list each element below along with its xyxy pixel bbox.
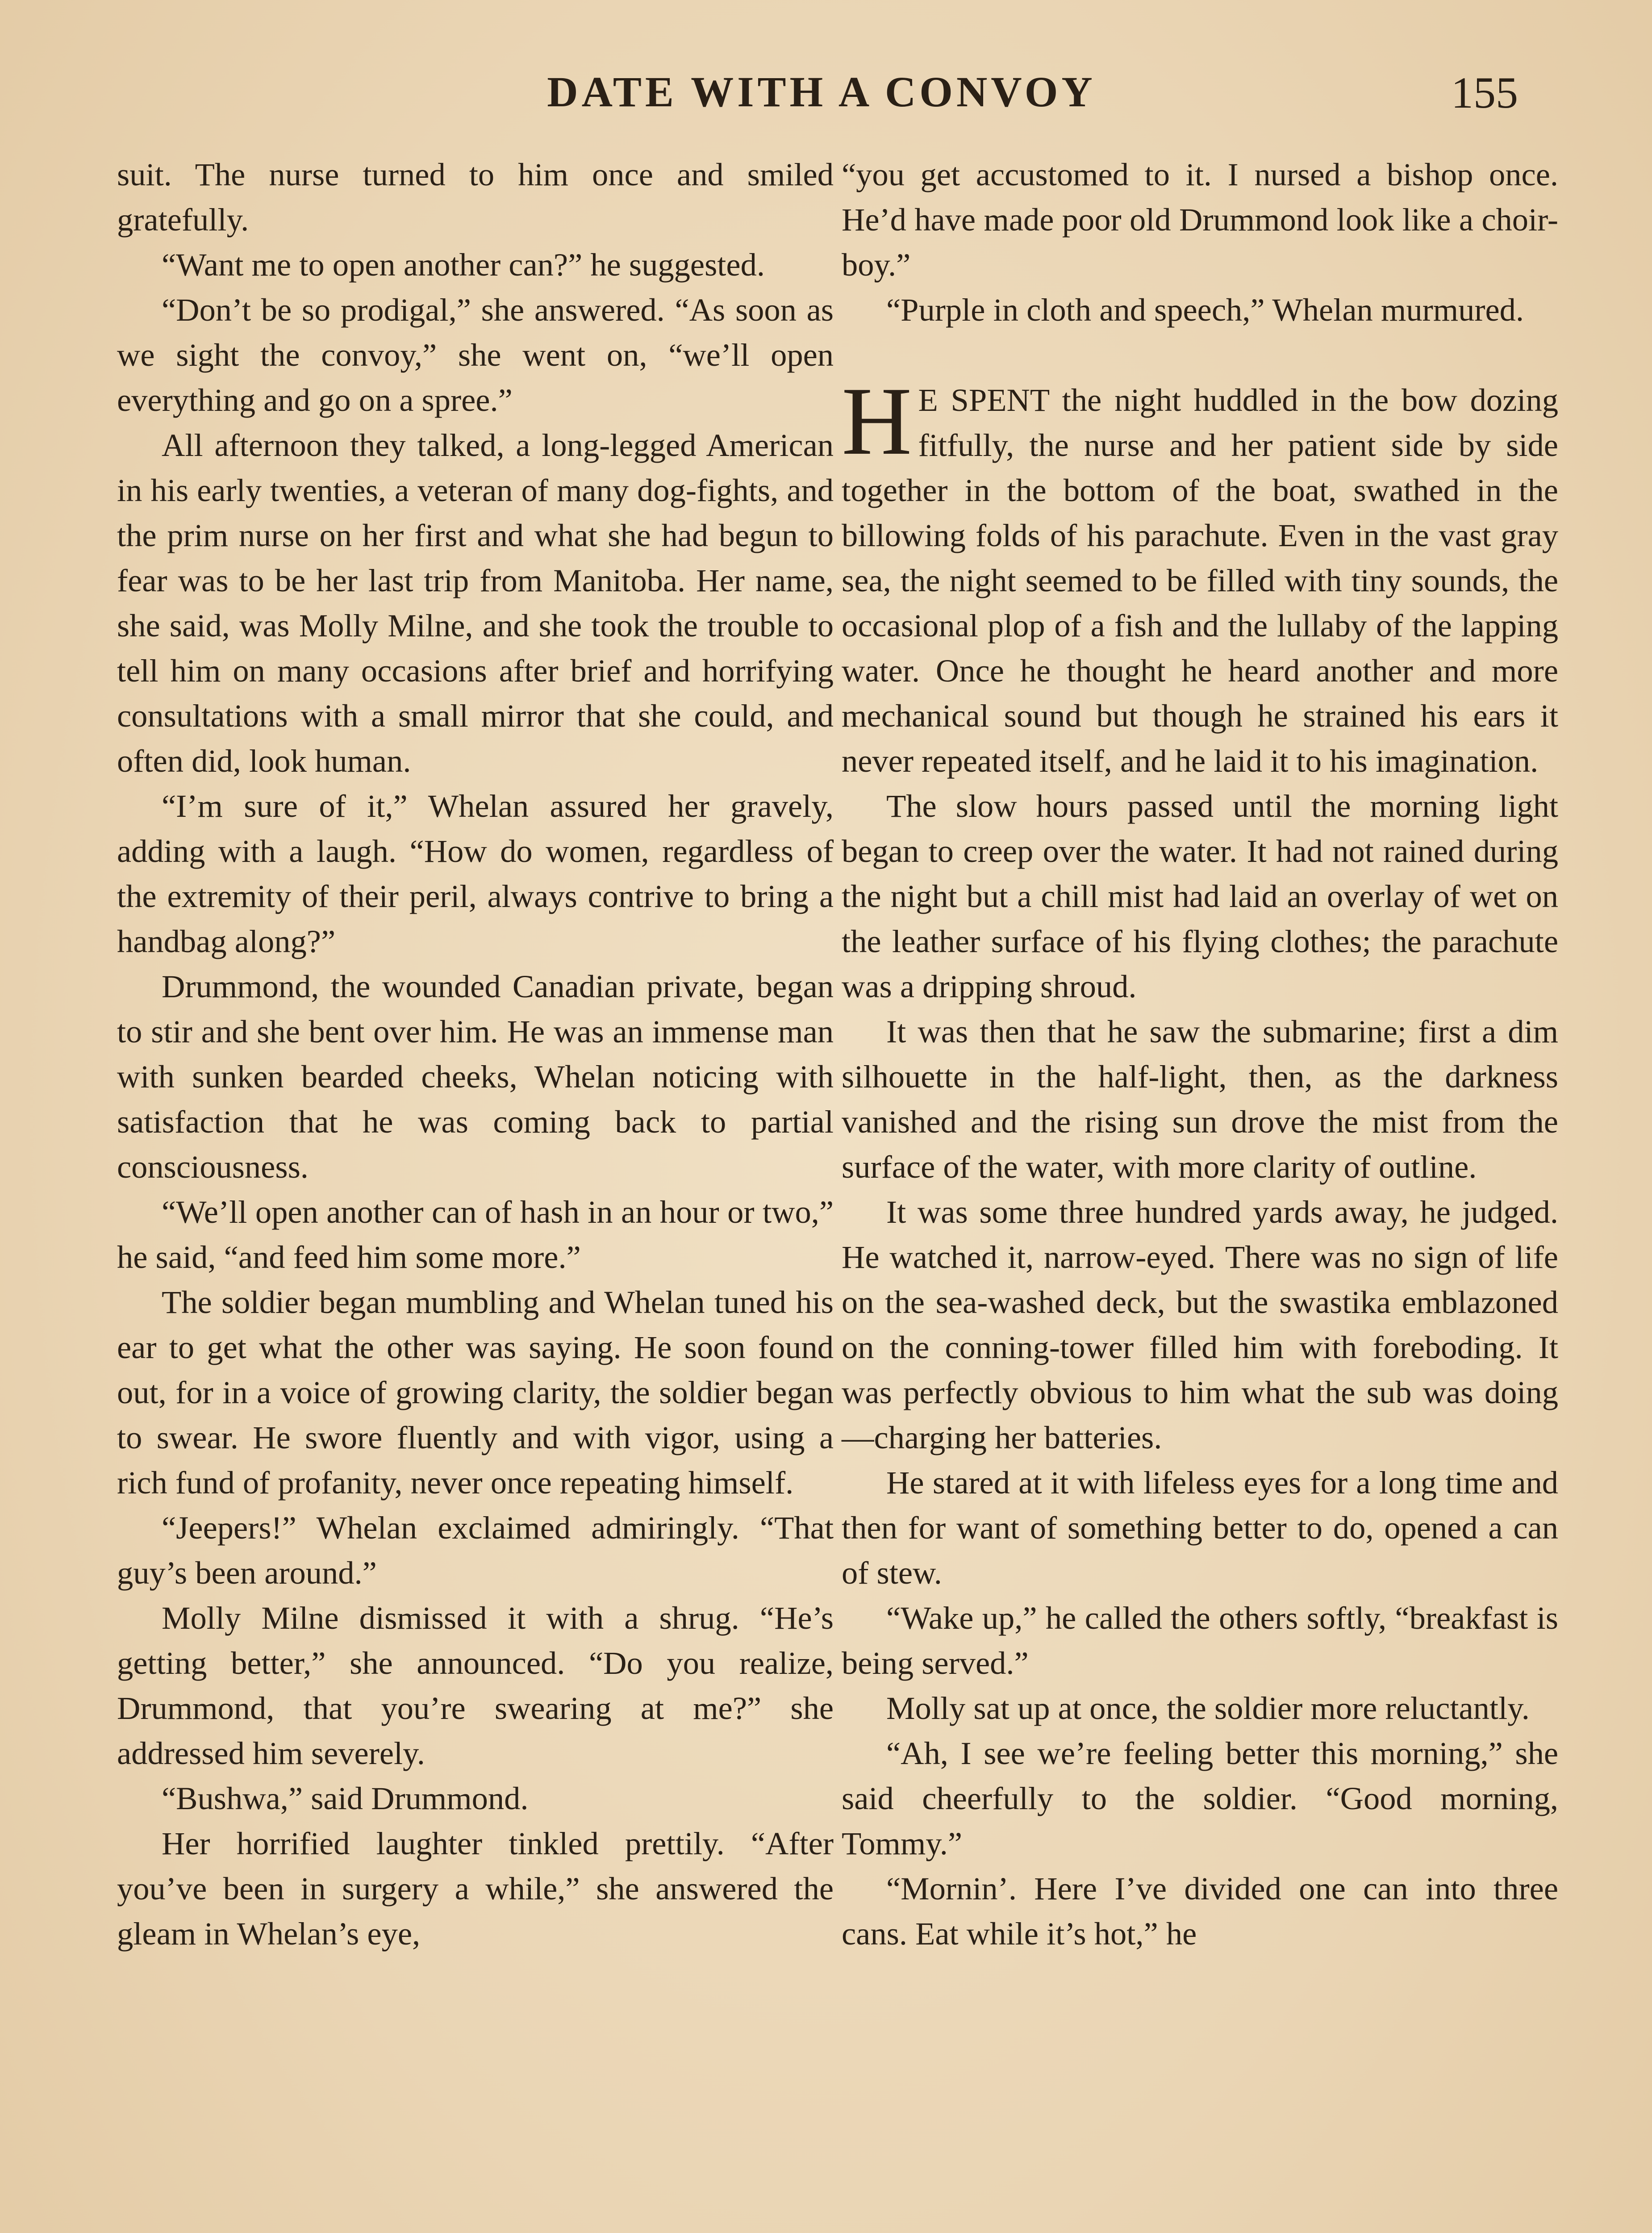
running-title: DATE WITH A CONVOY bbox=[547, 68, 1096, 116]
paragraph: “Mornin’. Here I’ve divided one can into three cans. Eat while it’s hot,” he bbox=[842, 1870, 1558, 1952]
paragraph: “I’m sure of it,” Whelan assured her gravely, adding with a laugh. “How do women, regardless of the extremity of their peril, always contrive to bring a handbag along?” bbox=[117, 788, 834, 959]
paragraph: “Purple in cloth and speech,” Whelan murmured. bbox=[886, 292, 1524, 328]
paragraph: Drummond, the wounded Canadian private, began to stir and she bent over him. He was an immense man with sunken bearded cheeks, Whelan noticing with satisfaction that he was coming back to partial consciousness. bbox=[117, 968, 834, 1185]
paragraph: “We’ll open another can of hash in an hour or two,” he said, “and feed him some more.” bbox=[117, 1194, 834, 1275]
paragraph: “Ah, I see we’re feeling better this morning,” she said cheerfully to the soldier. “Good morning, Tommy.” bbox=[842, 1735, 1558, 1861]
paragraph: “you get accustomed to it. I nursed a bishop once. He’d have made poor old Drummond look like a choir-boy.” bbox=[842, 156, 1558, 283]
paragraph: The soldier began mumbling and Whelan tuned his ear to get what the other was saying. He soon found out, for in a voice of growing clarity, the soldier began to swear. He swore fluently and with vigor, using a rich fund of profanity, never once repeating himself. bbox=[117, 1284, 834, 1501]
paragraph: “Bushwa,” said Drummond. bbox=[162, 1780, 529, 1816]
paragraph: The slow hours passed until the morning light began to creep over the water. It had not rained during the night but a chill mist had laid an overlay of wet on the leather surface of his flying clothes; the parachute was a dripping shroud. bbox=[842, 788, 1558, 1004]
paragraph: It was then that he saw the submarine; first a dim silhouette in the half-light, then, as the darkness vanished and the rising sun drove the mist from the surface of the water, with more clarity of outline. bbox=[842, 1013, 1558, 1185]
paragraph: “Jeepers!” Whelan exclaimed admiringly. “That guy’s been around.” bbox=[117, 1510, 834, 1591]
left-column bbox=[117, 152, 834, 1956]
section-opening-paragraph bbox=[842, 368, 1558, 783]
paragraph: It was some three hundred yards away, he judged. He watched it, narrow-eyed. There was no sign of life on the sea-washed deck, but the swastika emblazoned on the conning-tower filled him with foreboding. It was perfectly obvious to him what the sub was doing—charging her batteries. bbox=[842, 1194, 1558, 1455]
paragraph: All afternoon they talked, a long-legged American in his early twenties, a veteran of many dog-fights, and the prim nurse on her first and what she had begun to fear was to be her last trip from Manitoba. Her name, she said, was Molly Milne, and she took the trouble to tell him on many occasions after brief and horrifying consultations with a small mirror that she could, and often did, look human. bbox=[117, 427, 834, 779]
page-header bbox=[116, 63, 1527, 125]
paragraph: “Don’t be so prodigal,” she answered. “As soon as we sight the convoy,” she went on, “we’ll open everything and go on a spree.” bbox=[117, 292, 834, 418]
paragraph: “Wake up,” he called the others softly, “breakfast is being served.” bbox=[842, 1600, 1558, 1681]
page-number: 155 bbox=[1451, 68, 1518, 117]
paragraph: Molly Milne dismissed it with a shrug. “He’s getting better,” she announced. “Do you realize, Drummond, that you’re swearing at me?” she addressed him severely. bbox=[117, 1600, 834, 1771]
paragraph: suit. The nurse turned to him once and smiled gratefully. bbox=[117, 156, 834, 238]
paragraph: Her horrified laughter tinkled prettily. “After you’ve been in surgery a while,” she answered the gleam in Whelan’s eye, bbox=[117, 1825, 834, 1952]
right-column bbox=[842, 152, 1558, 1956]
drop-cap: H bbox=[842, 368, 912, 475]
paragraph: He stared at it with lifeless eyes for a long time and then for want of something better to do, opened a can of stew. bbox=[842, 1464, 1558, 1591]
paragraph-text: E SPENT the night huddled in the bow dozing fitfully, the nurse and her patient side by side together in the bottom of the boat, swathed in the billowing folds of his parachute. Even in the vast gray sea, the night seemed to be filled with tiny sounds, the occasional plop of a fish and the lullaby of the lapping water. Once he thought he heard another and more mechanical sound but though he strained his ears it never repeated itself, and he laid it to his imagination. bbox=[842, 382, 1558, 779]
paragraph: Molly sat up at once, the soldier more reluctantly. bbox=[886, 1690, 1530, 1726]
paragraph: “Want me to open another can?” he suggested. bbox=[162, 247, 765, 283]
